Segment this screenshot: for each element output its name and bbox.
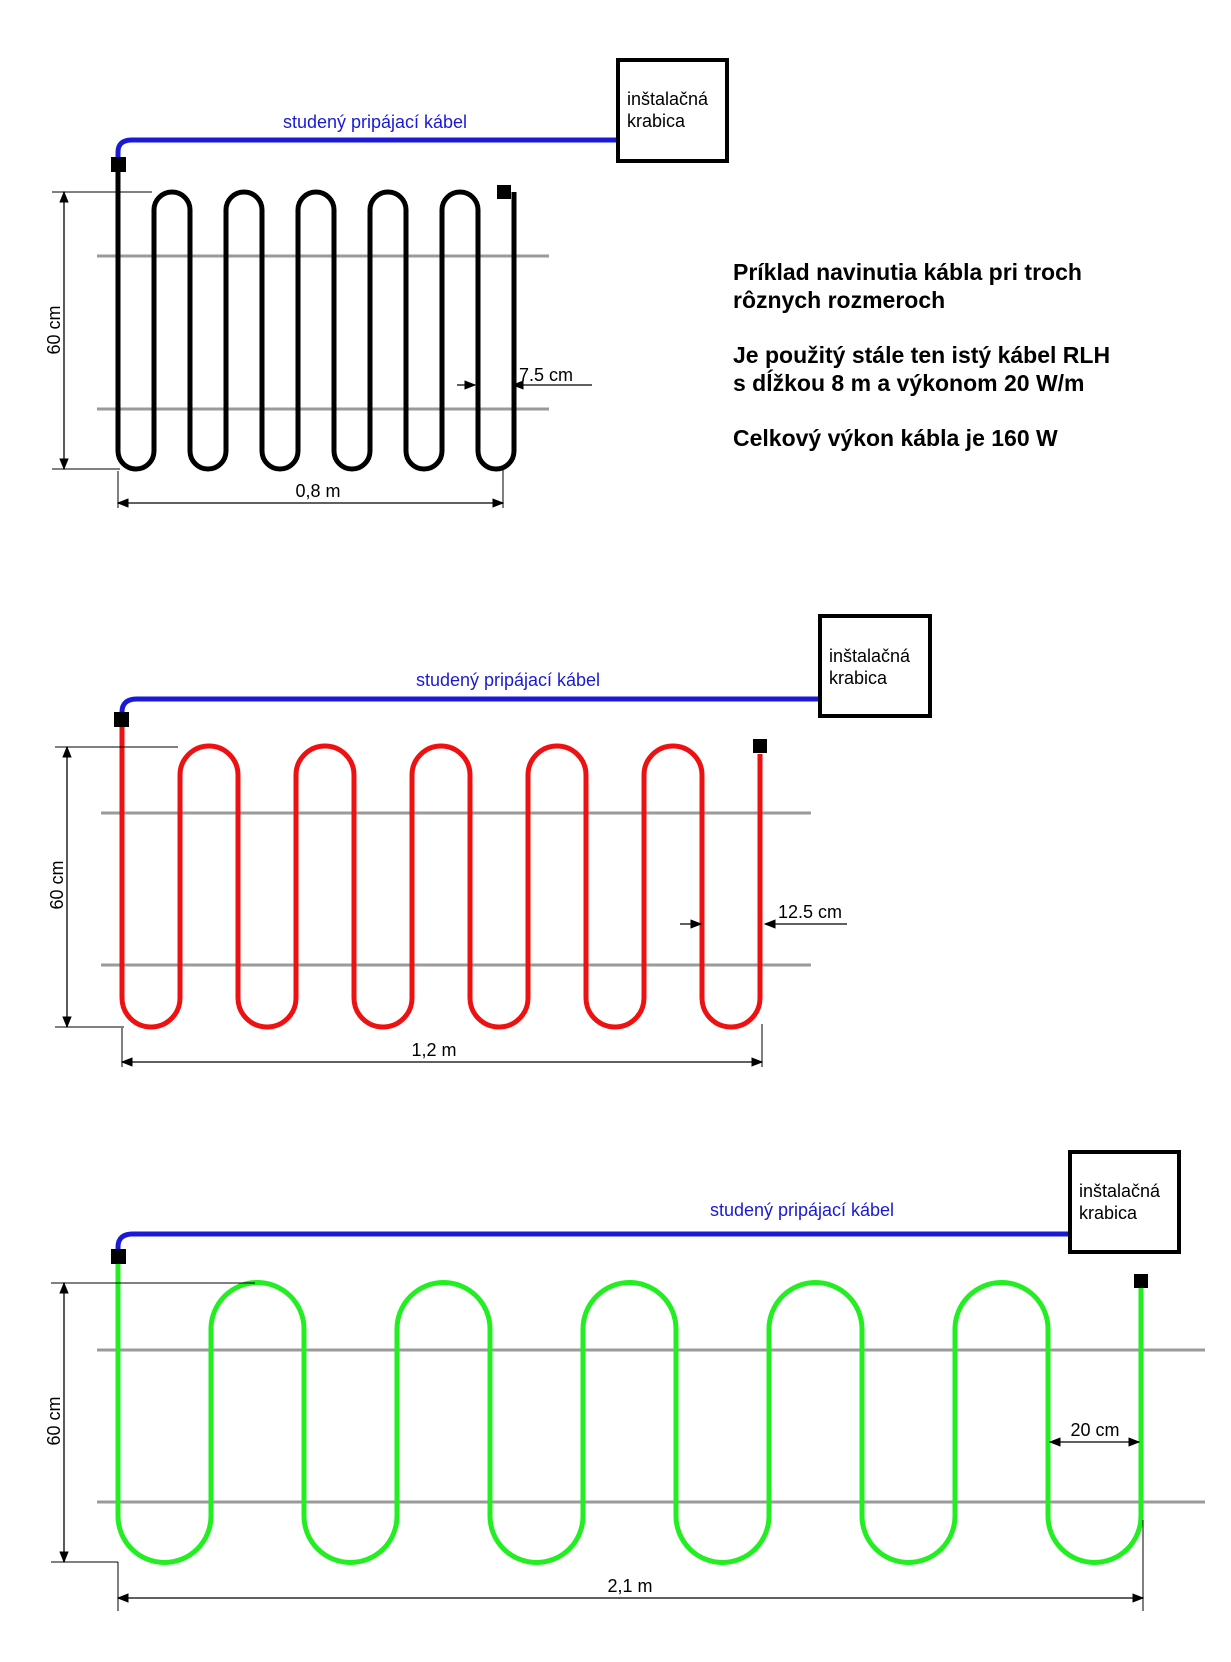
cold-cable-label: studený pripájací kábel <box>415 670 601 690</box>
diagram-3 <box>44 1152 1205 1611</box>
cable-joint-start <box>111 1249 126 1264</box>
heating-cable <box>118 1255 1141 1563</box>
installation-box-label-line1: inštalačná <box>627 89 709 109</box>
height-label: 60 cm <box>47 860 67 910</box>
cable-end-cap <box>1134 1274 1148 1288</box>
cold-connection-cable <box>118 140 616 160</box>
width-label: 0,8 m <box>295 481 341 501</box>
info-line-1: Príklad navinutia kábla pri troch <box>733 259 1082 285</box>
cold-cable-label: studený pripájací kábel <box>282 112 468 132</box>
diagram-1 <box>44 60 727 508</box>
info-paragraph-cable <box>733 341 1203 397</box>
cable-joint-start <box>111 157 126 172</box>
heating-cable <box>118 166 514 469</box>
width-label: 2,1 m <box>607 1576 653 1596</box>
info-line-5: Celkový výkon kábla je 160 W <box>733 425 1058 451</box>
height-label: 60 cm <box>44 305 64 355</box>
cold-cable-label: studený pripájací kábel <box>709 1200 895 1220</box>
spacing-label: 20 cm <box>1070 1420 1120 1440</box>
info-text-block <box>733 258 1203 479</box>
info-line-4: s dĺžkou 8 m a výkonom 20 W/m <box>733 370 1085 396</box>
installation-box-label-line1: inštalačná <box>829 646 911 666</box>
installation-box <box>1070 1152 1179 1252</box>
info-paragraph-title <box>733 258 1203 314</box>
installation-box-label-line2: krabica <box>829 668 888 688</box>
cable-end-cap <box>497 185 511 199</box>
installation-box <box>820 616 930 716</box>
diagram-2 <box>47 616 930 1067</box>
info-paragraph-power <box>733 424 1203 452</box>
cable-joint-start <box>114 712 129 727</box>
cold-connection-cable <box>122 699 818 716</box>
info-line-3: Je použitý stále ten istý kábel RLH <box>733 342 1111 368</box>
heating-cable <box>122 720 760 1027</box>
info-line-2: rôznych rozmeroch <box>733 287 946 313</box>
cold-connection-cable <box>118 1234 1069 1252</box>
installation-box-label-line1: inštalačná <box>1079 1181 1161 1201</box>
spacing-label: 12.5 cm <box>778 902 843 922</box>
width-label: 1,2 m <box>411 1040 457 1060</box>
installation-box-label-line2: krabica <box>627 111 686 131</box>
height-label: 60 cm <box>44 1396 64 1446</box>
installation-box-label-line2: krabica <box>1079 1203 1138 1223</box>
cable-end-cap <box>753 739 767 753</box>
spacing-label: 7.5 cm <box>519 365 574 385</box>
